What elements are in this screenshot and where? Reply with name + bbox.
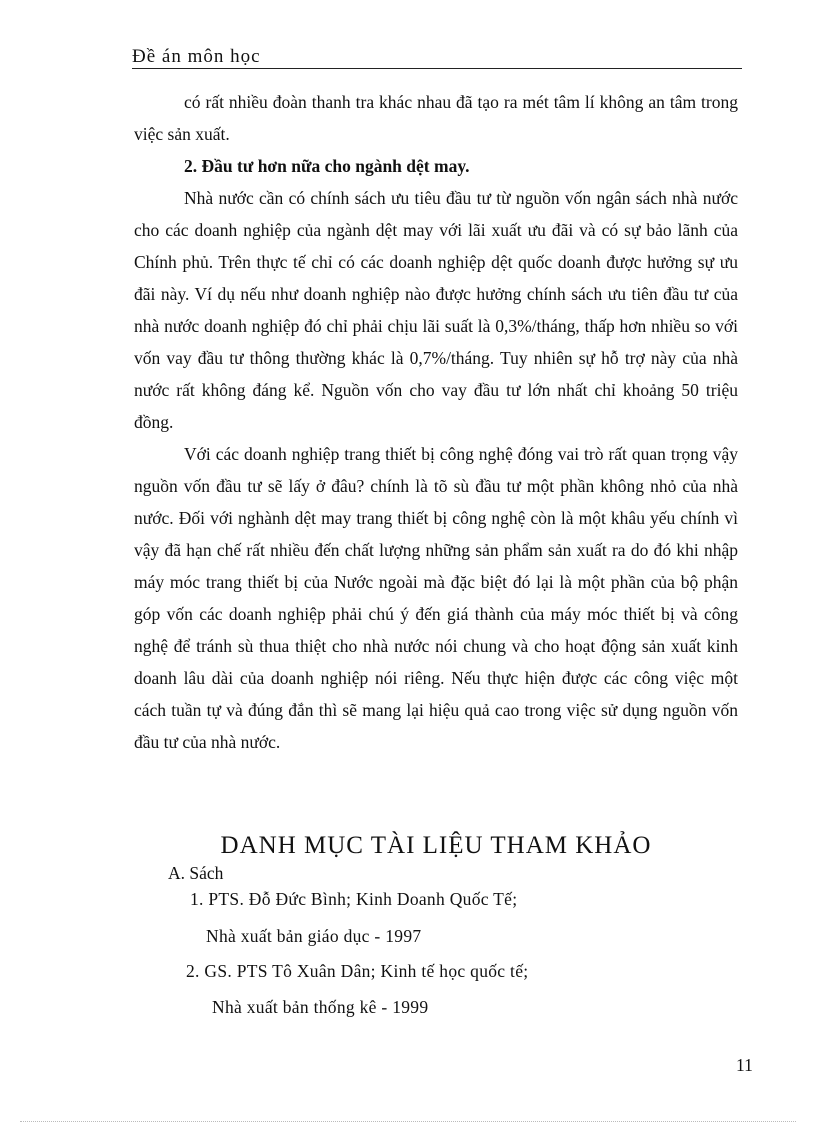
reference-2-line-2: Nhà xuất bản thống kê - 1999 [212, 997, 429, 1017]
page-header [132, 46, 742, 69]
continued-paragraph: có rất nhiều đoàn thanh tra khác nhau đã tạo ra mét tâm lí không an tâm trong việc sản xuất. [134, 92, 738, 144]
page-number: 11 [736, 1055, 753, 1075]
reference-1-line-2: Nhà xuất bản giáo dục - 1997 [206, 926, 422, 946]
section-heading: 2. Đầu tư hơn nữa cho ngành dệt may. [184, 156, 470, 176]
references-section-a: A. Sách [168, 863, 224, 883]
header-title: Đề án môn học [132, 46, 261, 67]
reference-2-line-1: 2. GS. PTS Tô Xuân Dân; Kinh tế học quốc tế; [186, 961, 529, 981]
body-text [134, 86, 738, 758]
paragraph-1: Nhà nước cần có chính sách ưu tiêu đầu tư từ nguồn vốn ngân sách nhà nước cho các doanh nghiệp của ngành dệt may với lãi xuất ưu đãi và có sự bảo lãnh của Chính phủ. Trên thực tế chỉ có các doanh nghiệp dệt quốc doanh được hưởng sự ưu đãi này. Ví dụ nếu như doanh nghiệp nào được hưởng chính sách ưu tiên đầu tư của nhà nước doanh nghiệp đó chỉ phải chịu lãi suất là 0,3%/tháng, thấp hơn nhiều so với vốn vay đầu tư thông thường khác là 0,7%/tháng. Tuy nhiên sự hỗ trợ này của nhà nước rất không đáng kể. Nguồn vốn cho vay đầu tư lớn nhất chỉ khoảng 50 triệu đồng. [134, 188, 738, 432]
paragraph-2: Với các doanh nghiệp trang thiết bị công nghệ đóng vai trò rất quan trọng vậy nguồn vốn đầu tư sẽ lấy ở đâu? chính là tõ sù đầu tư một phần không nhỏ của nhà nước. Đối với nghành dệt may trang thiết bị công nghệ còn là một khâu yếu chính vì vậy đã hạn chế rất nhiều đến chất lượng những sản phẩm sản xuất ra do đó khi nhập máy móc trang thiết bị của Nước ngoài mà đặc biệt đó lại là một phần của bộ phận góp vốn các doanh nghiệp phải chú ý đến giá thành của máy móc thiết bị và công nghệ để tránh sù thua thiệt cho nhà nước nói chung và cho hoạt động sản xuất kinh doanh lâu dài của doanh nghiệp nói riêng. Nếu thực hiện được các công việc một cách tuần tự và đúng đắn thì sẽ mang lại hiệu quả cao trong việc sử dụng nguồn vốn đầu tư của nhà nước. [134, 444, 738, 752]
references-title: DANH MỤC TÀI LIỆU THAM KHẢO [220, 832, 652, 859]
reference-1-line-1: 1. PTS. Đỗ Đức Bình; Kinh Doanh Quốc Tế; [190, 889, 518, 909]
page-bottom-divider [20, 1121, 796, 1122]
